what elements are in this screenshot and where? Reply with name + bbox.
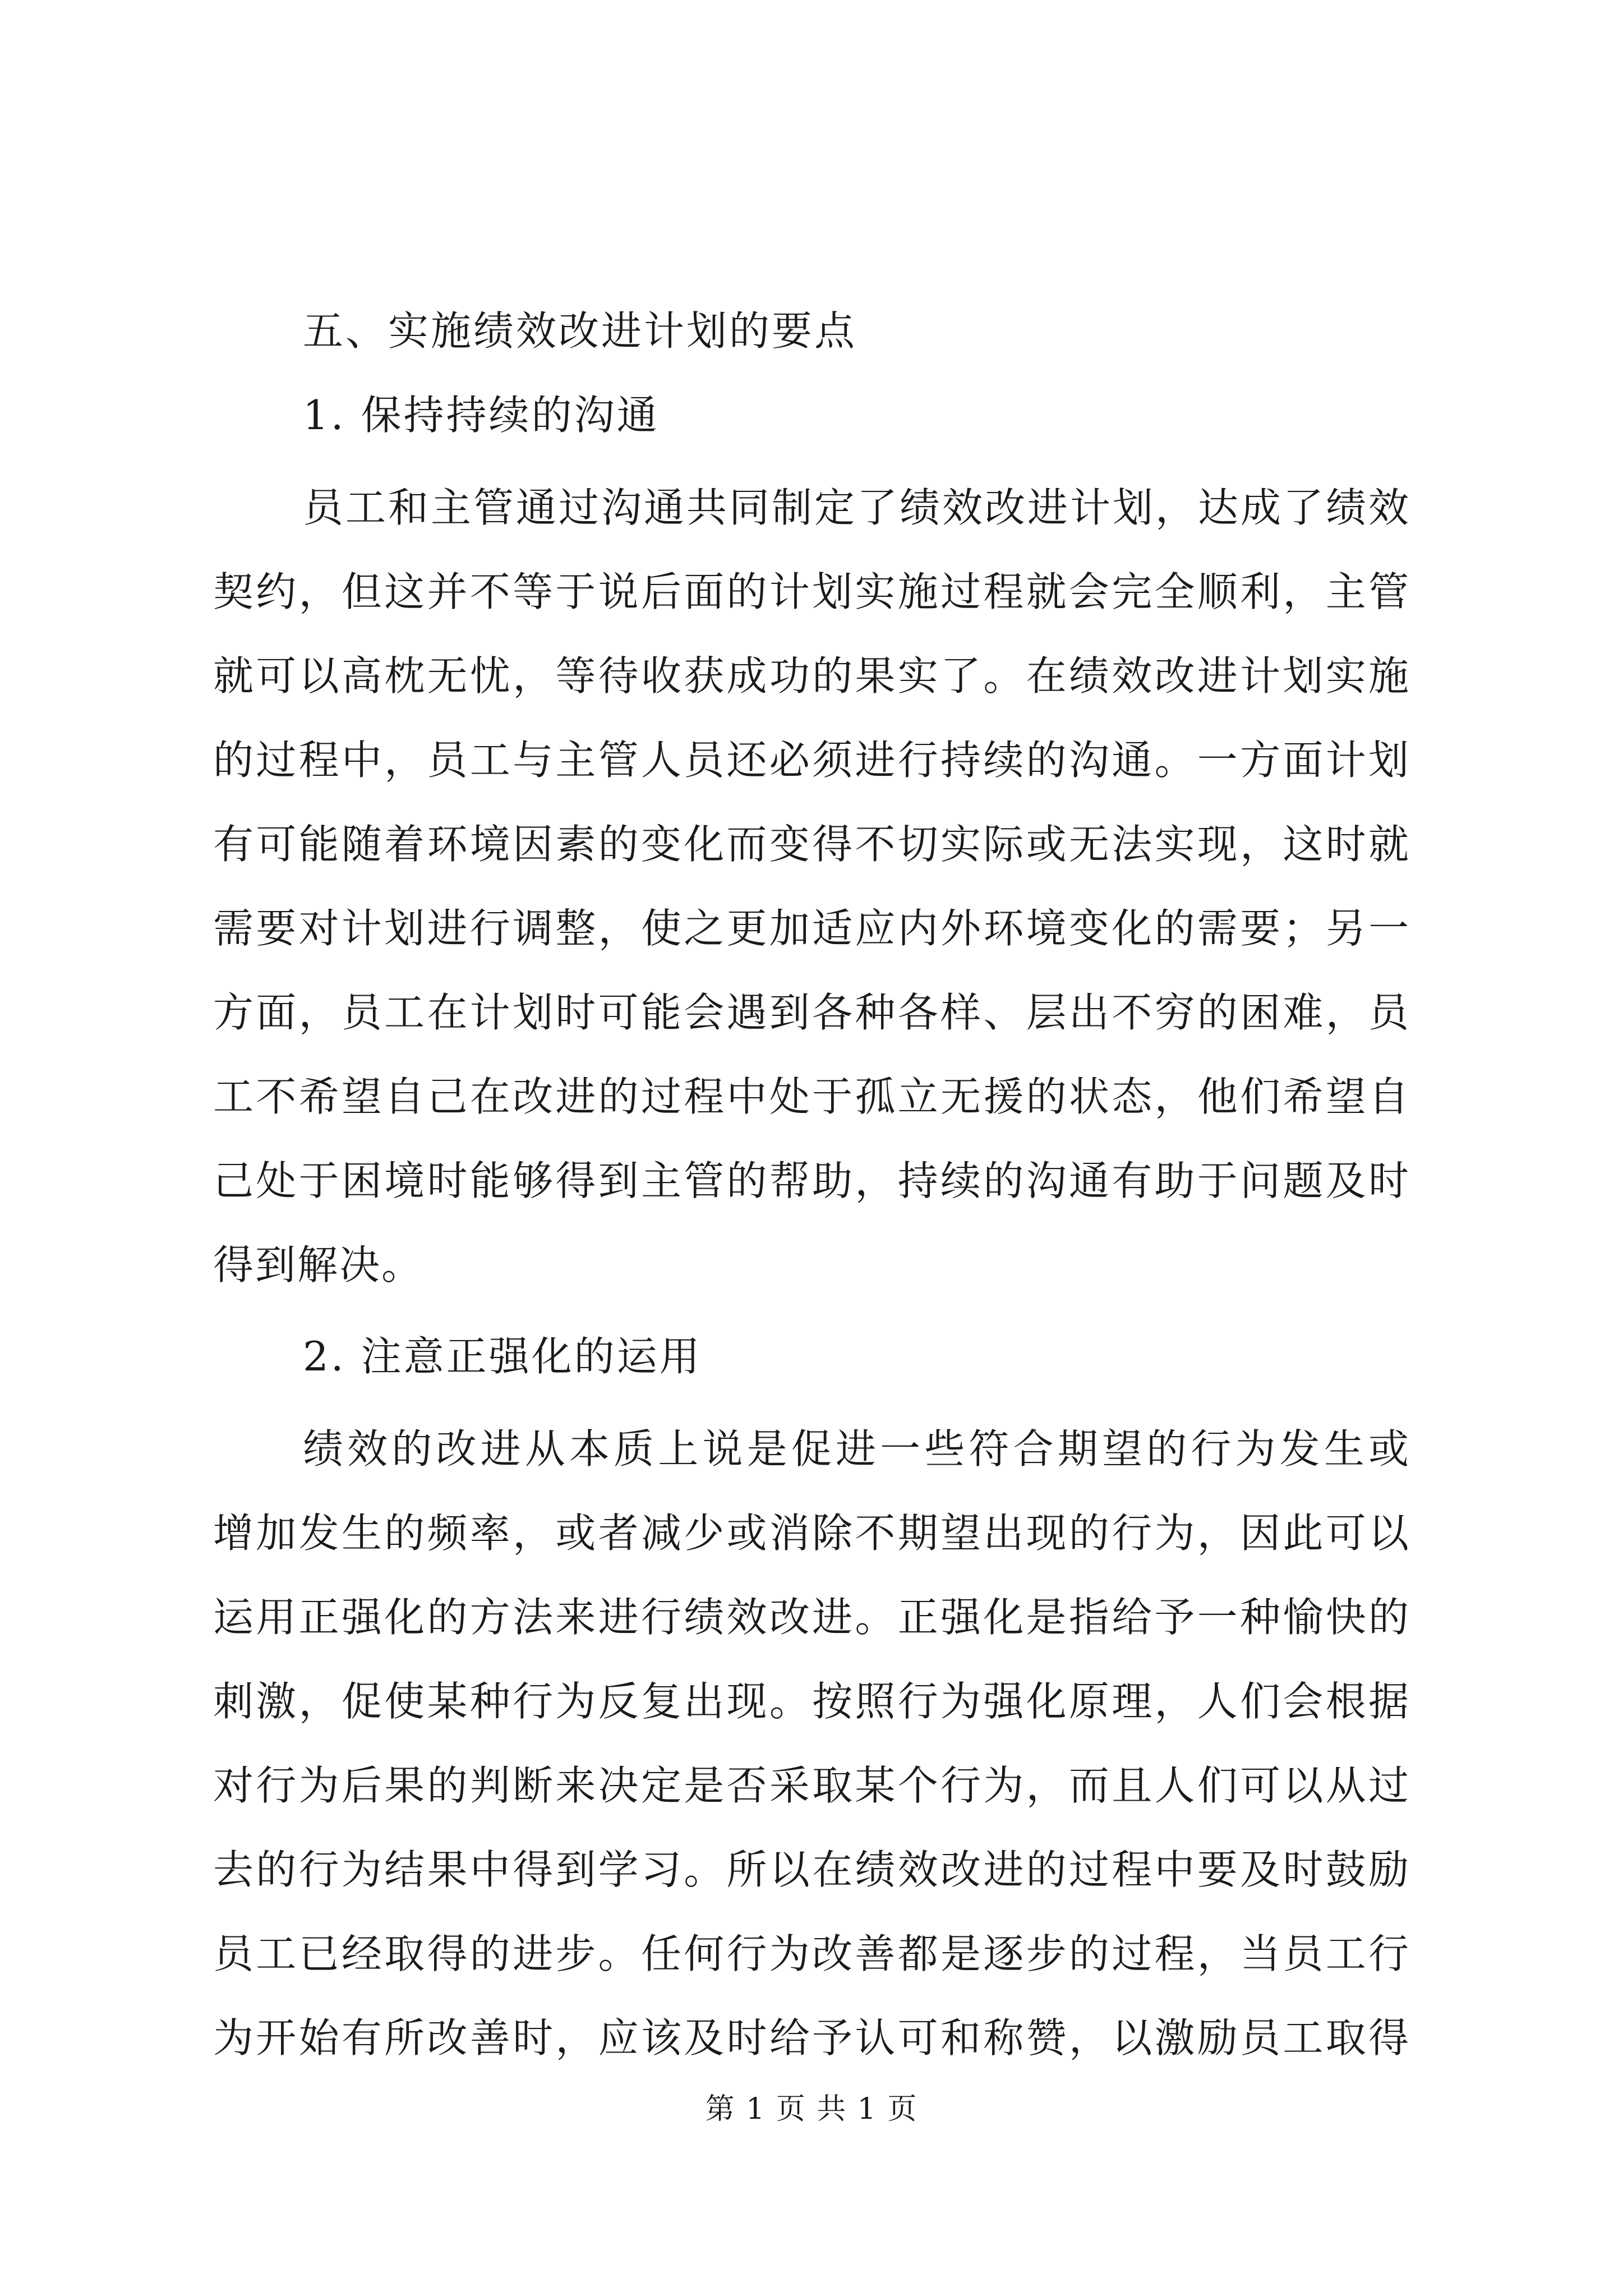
paragraph-line: 契约，但这并不等于说后面的计划实施过程就会完全顺利，主管 <box>213 568 1410 615</box>
paragraph-line: 增加发生的频率，或者减少或消除不期望出现的行为，因此可以 <box>213 1510 1410 1557</box>
section2-title: 2. 注意正强化的运用 <box>303 1333 702 1380</box>
page-footer: 第 1 页 共 1 页 <box>705 2092 918 2126</box>
main-heading: 五、实施绩效改进计划的要点 <box>303 307 857 355</box>
paragraph-line: 工不希望自己在改进的过程中处于孤立无援的状态，他们希望自 <box>213 1073 1410 1120</box>
paragraph-line: 去的行为结果中得到学习。所以在绩效改进的过程中要及时鼓励 <box>213 1846 1410 1893</box>
paragraph-line: 运用正强化的方法来进行绩效改进。正强化是指给予一种愉快的 <box>213 1594 1410 1641</box>
document-body <box>213 297 1410 2096</box>
paragraph-line: 方面，员工在计划时可能会遇到各种各样、层出不穷的困难，员 <box>213 989 1410 1036</box>
paragraph-line: 己处于困境时能够得到主管的帮助，持续的沟通有助于问题及时 <box>213 1157 1410 1204</box>
section1-paragraph <box>213 466 1410 1307</box>
paragraph-line: 为开始有所改善时，应该及时给予认可和称赞，以激励员工取得 <box>213 2014 1410 2062</box>
section1-title: 1. 保持持续的沟通 <box>303 392 660 439</box>
paragraph-line: 员工已经取得的进步。任何行为改善都是逐步的过程，当员工行 <box>213 1930 1410 1977</box>
paragraph-line: 得到解决。 <box>213 1241 424 1289</box>
paragraph-line: 的过程中，员工与主管人员还必须进行持续的沟通。一方面计划 <box>213 737 1410 784</box>
paragraph-line: 刺激，促使某种行为反复出现。按照行为强化原理，人们会根据 <box>213 1678 1410 1725</box>
section2-paragraph <box>213 1407 1410 2080</box>
paragraph-line: 有可能随着环境因素的变化而变得不切实际或无法实现，这时就 <box>213 821 1410 868</box>
paragraph-line: 就可以高枕无忧，等待收获成功的果实了。在绩效改进计划实施 <box>213 652 1410 700</box>
paragraph-line: 绩效的改进从本质上说是促进一些符合期望的行为发生或 <box>303 1425 1410 1473</box>
paragraph-line: 需要对计划进行调整，使之更加适应内外环境变化的需要；另一 <box>213 905 1410 952</box>
paragraph-line: 对行为后果的判断来决定是否采取某个行为，而且人们可以从过 <box>213 1762 1410 1809</box>
paragraph-line: 员工和主管通过沟通共同制定了绩效改进计划，达成了绩效 <box>303 484 1410 531</box>
